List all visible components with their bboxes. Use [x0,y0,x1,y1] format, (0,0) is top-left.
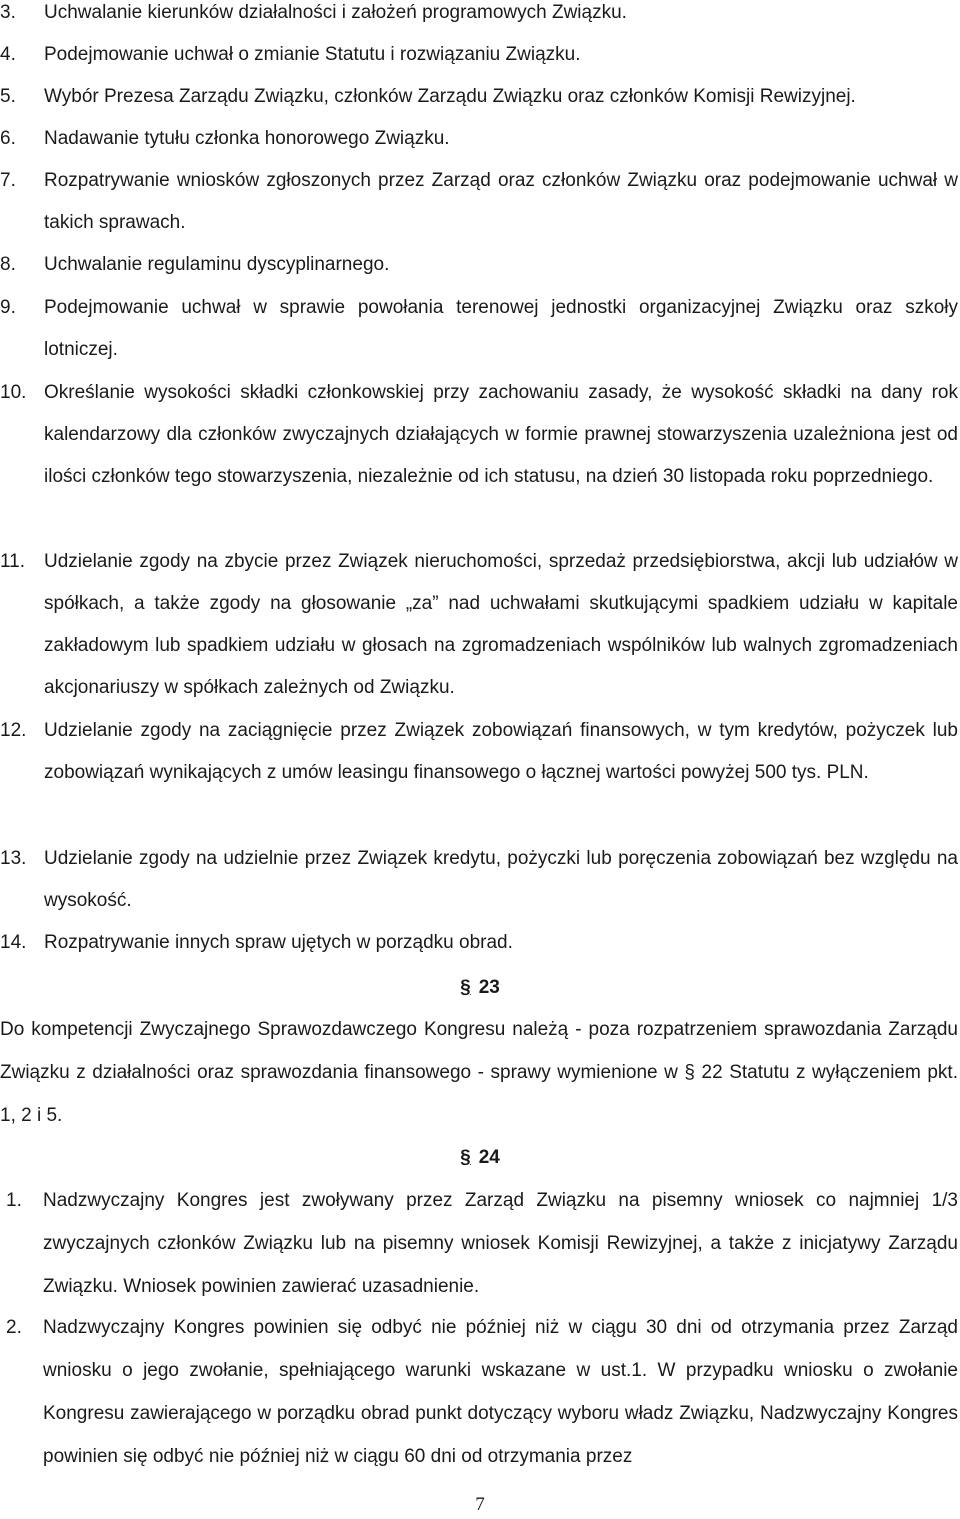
section-symbol: § [460,1147,471,1168]
list-item-text: Podejmowanie uchwał o zmianie Statutu i rozwiązaniu Związku. [44,44,581,65]
list-item-text: Nadzwyczajny Kongres powinien się odbyć nie później niż w ciągu 30 dni od otrzymania przez Zarząd wniosku o jego zwołanie, spełniającego warunki wskazane w ust.1. W przypadku wniosku o zwołanie Kongresu zawierającego w porządku obrad punkt dotyczący wyboru władz Związku, Nadzwyczajny Kongres powinien się odbyć nie później niż w ciągu 60 dni od otrzymania przez [43,1317,958,1467]
list-item-text: Nadzwyczajny Kongres jest zwoływany przez Zarząd Związku na pisemny wniosek co najmniej 1/3 zwyczajnych członków Związku lub na pisemny wniosek Komisji Rewizyjnej, a także z inicjatywy Zarządu Związku. Wniosek powinien zawierać uzasadnienie. [43,1190,958,1297]
list-item [0,838,958,922]
list-item [0,1179,958,1308]
list-item [0,541,958,709]
list-item-text: Rozpatrywanie wniosków zgłoszonych przez Zarząd oraz członków Związku oraz podejmowanie uchwał w takich sprawach. [44,170,958,233]
list-item-number: 13. [0,848,27,869]
page-number: 7 [475,1494,485,1515]
list-item [0,922,958,964]
list-item-text: Rozpatrywanie innych spraw ujętych w porządku obrad. [44,932,513,953]
list-item-number: 5. [0,86,16,107]
section-heading-24 [0,1143,960,1173]
list-item [0,710,958,794]
section-symbol: § [460,977,471,998]
list-item [0,372,958,498]
list-item [0,160,958,244]
list-item-text: Nadawanie tytułu członka honorowego Związku. [44,128,450,149]
list-item [0,0,958,34]
list-item-number: 12. [0,720,27,741]
list-item-text: Uchwalanie kierunków działalności i założeń programowych Związku. [44,2,627,23]
list-item-number: 6. [0,128,16,149]
list-item [0,34,958,76]
list-item-number: 14. [0,932,27,953]
list-item-text: Udzielanie zgody na zbycie przez Związek nieruchomości, sprzedaż przedsiębiorstwa, akcji lub udziałów w spółkach, a także zgody na głosowanie „za” nad uchwałami skutkującymi spadkiem udziału w kapitale zakładowym lub spadkiem udziału w głosach na zgromadzeniach wspólników lub walnych zgromadzeniach akcjonariuszy w spółkach zależnych od Związku. [44,551,958,698]
list-item-number: 4. [0,44,16,65]
list-item-text: Wybór Prezesa Zarządu Związku, członków Zarządu Związku oraz członków Komisji Rewizyjnej. [44,86,856,107]
list-item-text: Udzielanie zgody na zaciągnięcie przez Związek zobowiązań finansowych, w tym kredytów, pożyczek lub zobowiązań wynikających z umów leasingu finansowego o łącznej wartości powyżej 500 tys. PLN. [44,720,958,783]
section-23-paragraph: Do kompetencji Zwyczajnego Sprawozdawczego Kongresu należą - poza rozpatrzeniem sprawozdania Zarządu Związku z działalności oraz sprawozdania finansowego - sprawy wymienione w § 22 Statutu z wyłączeniem pkt. 1, 2 i 5. [0,1019,958,1126]
list-item-number: 10. [0,382,27,403]
list-item-text: Uchwalanie regulaminu dyscyplinarnego. [44,254,390,275]
list-item [0,287,958,371]
list-item-number: 11. [0,551,26,572]
list-item-number: 8. [0,254,16,275]
section-number: 23 [478,977,500,998]
list-item-number: 7. [0,170,16,191]
section-number: 24 [478,1147,500,1168]
list-item [0,244,958,286]
list-item-number: 2. [6,1317,22,1338]
list-item [0,1306,958,1478]
list-item-number: 1. [6,1190,22,1211]
list-item-text: Podejmowanie uchwał w sprawie powołania terenowej jednostki organizacyjnej Związku oraz szkoły lotniczej. [44,297,958,360]
list-item-text: Udzielanie zgody na udzielnie przez Związek kredytu, pożyczki lub poręczenia zobowiązań bez względu na wysokość. [44,848,958,911]
list-item [0,76,958,118]
list-item-text: Określanie wysokości składki członkowskiej przy zachowaniu zasady, że wysokość składki na dany rok kalendarzowy dla członków zwyczajnych działających w formie prawnej stowarzyszenia uzależniona jest od ilości członków tego stowarzyszenia, niezależnie od ich statusu, na dzień 30 listopada roku poprzedniego. [44,382,958,487]
section-heading-23 [0,973,960,1003]
list-item-number: 9. [0,297,16,318]
list-item-number: 3. [0,2,16,23]
list-item [0,118,958,160]
